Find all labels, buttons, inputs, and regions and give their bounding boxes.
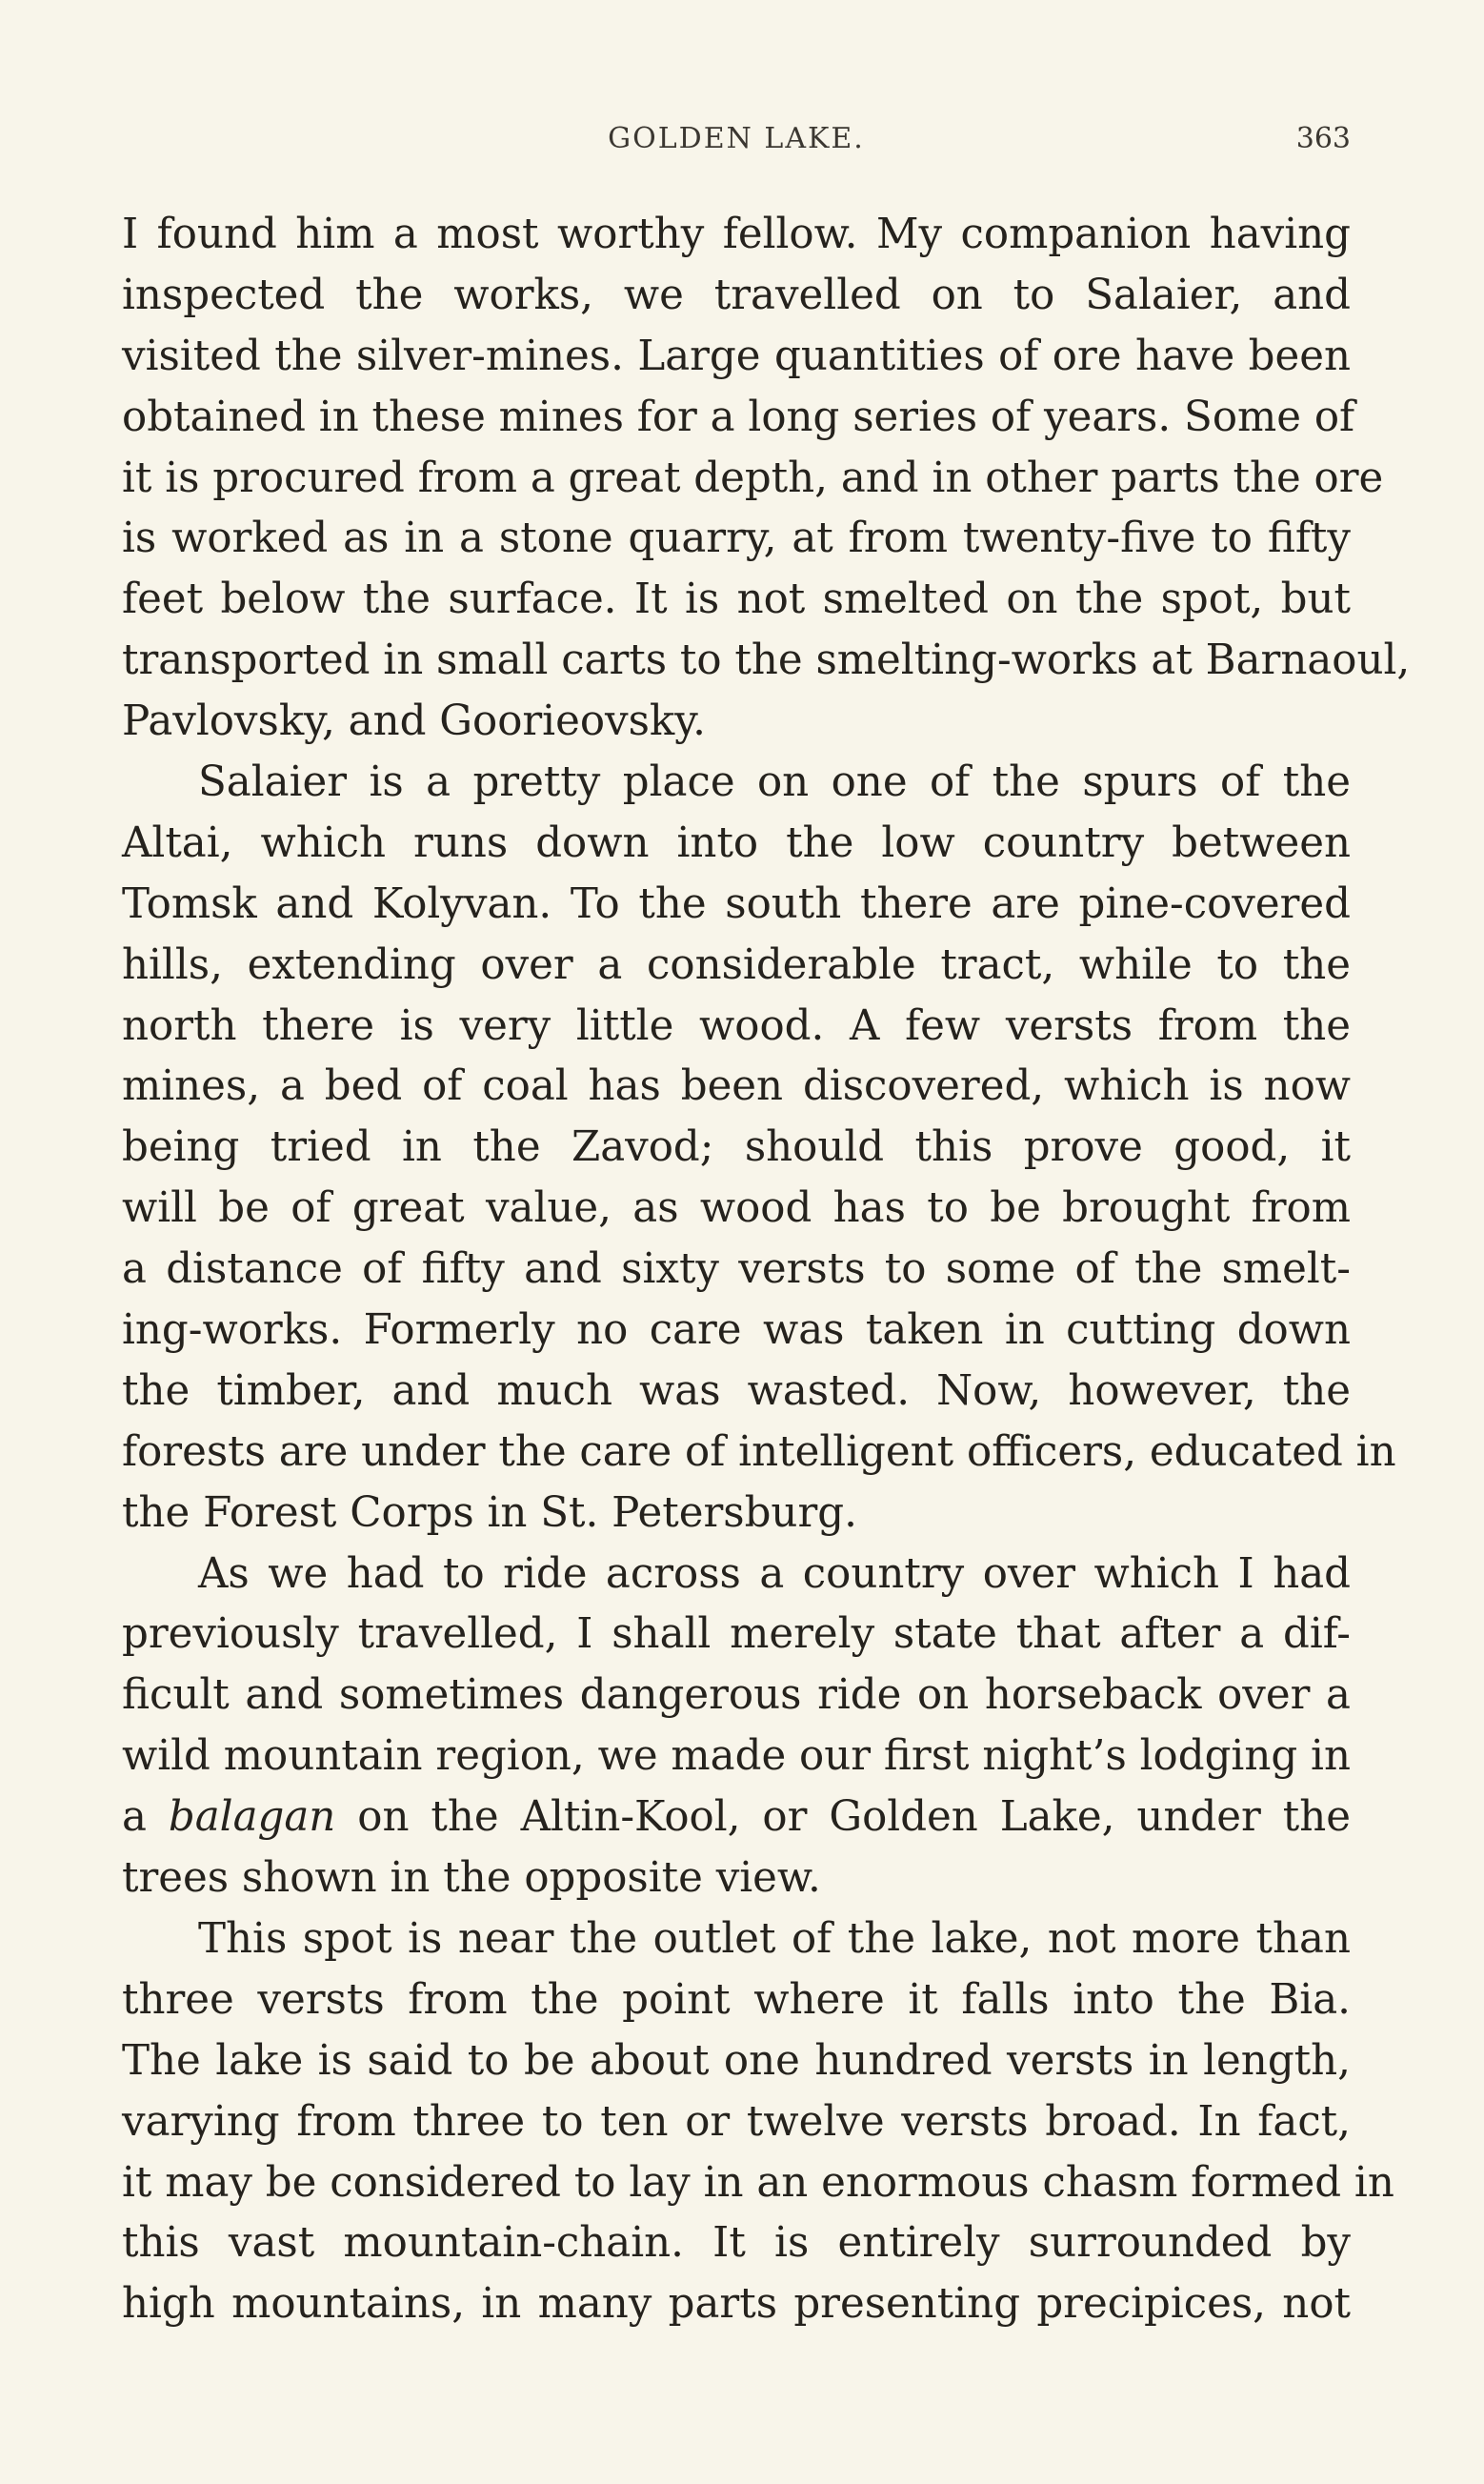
text-line: As we had to ride across a country over which I had: [198, 1549, 1351, 1598]
text-line: a distance of fifty and sixty versts to some of the smelt-: [122, 1245, 1351, 1294]
text-line: it is procured from a great depth, and in other parts the ore: [122, 454, 1384, 502]
text-line: feet below the surface. It is not smelted on the spot, but: [122, 576, 1351, 624]
line-rest: on the Altin-Kool, or Golden Lake, under the: [357, 1793, 1352, 1842]
text-line: will be of great value, as wood has to be brought from: [122, 1184, 1351, 1233]
text-line: the timber, and much was wasted. Now, however, the: [122, 1366, 1351, 1415]
text-line: I found him a most worthy fellow. My companion having: [122, 211, 1351, 258]
text-line: this vast mountain-chain. It is entirely surrounded by: [122, 2219, 1351, 2268]
text-line: high mountains, in many parts presenting precipices, not: [122, 2280, 1351, 2329]
text-line: trees shown in the opposite view.: [122, 1854, 821, 1903]
text-line: ficult and sometimes dangerous ride on horseback over a: [122, 1671, 1351, 1720]
italic-word: balagan: [168, 1793, 336, 1842]
text-line: three versts from the point where it falls into the Bia.: [122, 1975, 1351, 2024]
running-head: [122, 122, 1351, 160]
text-line: Pavlovsky, and Goorieovsky.: [122, 697, 706, 746]
chapter-title: GOLDEN LAKE.: [608, 122, 865, 155]
text-line: inspected the works, we travelled on to Salaier, and: [122, 271, 1351, 319]
line-word: a: [122, 1793, 147, 1842]
text-line: mines, a bed of coal has been discovered, which is now: [122, 1062, 1351, 1111]
text-line: visited the silver-mines. Large quantities of ore have been: [122, 332, 1351, 380]
text-line: forests are under the care of intelligent officers, educated in: [122, 1427, 1396, 1476]
text-line: the Forest Corps in St. Petersburg.: [122, 1488, 857, 1537]
body-text: [122, 205, 1411, 2335]
text-line: hills, extending over a considerable tract, while to the: [122, 940, 1351, 989]
text-line: varying from three to ten or twelve versts broad. In fact,: [122, 2097, 1351, 2146]
text-line: This spot is near the outlet of the lake, not more than: [198, 1914, 1351, 1963]
text-line: is worked as in a stone quarry, at from twenty-five to fifty: [122, 515, 1351, 563]
text-line: wild mountain region, we made our first night’s lodging in: [122, 1732, 1351, 1781]
page-number: 363: [1295, 122, 1351, 155]
text-line: [122, 1787, 1351, 1848]
text-line: ing-works. Formerly no care was taken in cutting down: [122, 1306, 1351, 1355]
text-line: obtained in these mines for a long series of years. Some of: [122, 393, 1355, 441]
text-line: north there is very little wood. A few versts from the: [122, 1001, 1351, 1050]
text-line: The lake is said to be about one hundred versts in length,: [122, 2036, 1351, 2085]
text-line: it may be considered to lay in an enormous chasm formed in: [122, 2158, 1394, 2207]
text-line: Salaier is a pretty place on one of the spurs of the: [198, 758, 1351, 807]
text-line: Tomsk and Kolyvan. To the south there are pine-covered: [122, 879, 1351, 928]
text-line: being tried in the Zavod; should this prove good, it: [122, 1123, 1351, 1172]
text-line: transported in small carts to the smelting-works at Barnaoul,: [122, 636, 1411, 685]
text-line: previously travelled, I shall merely state that after a dif-: [122, 1610, 1351, 1659]
text-line: Altai, which runs down into the low country between: [122, 818, 1351, 867]
